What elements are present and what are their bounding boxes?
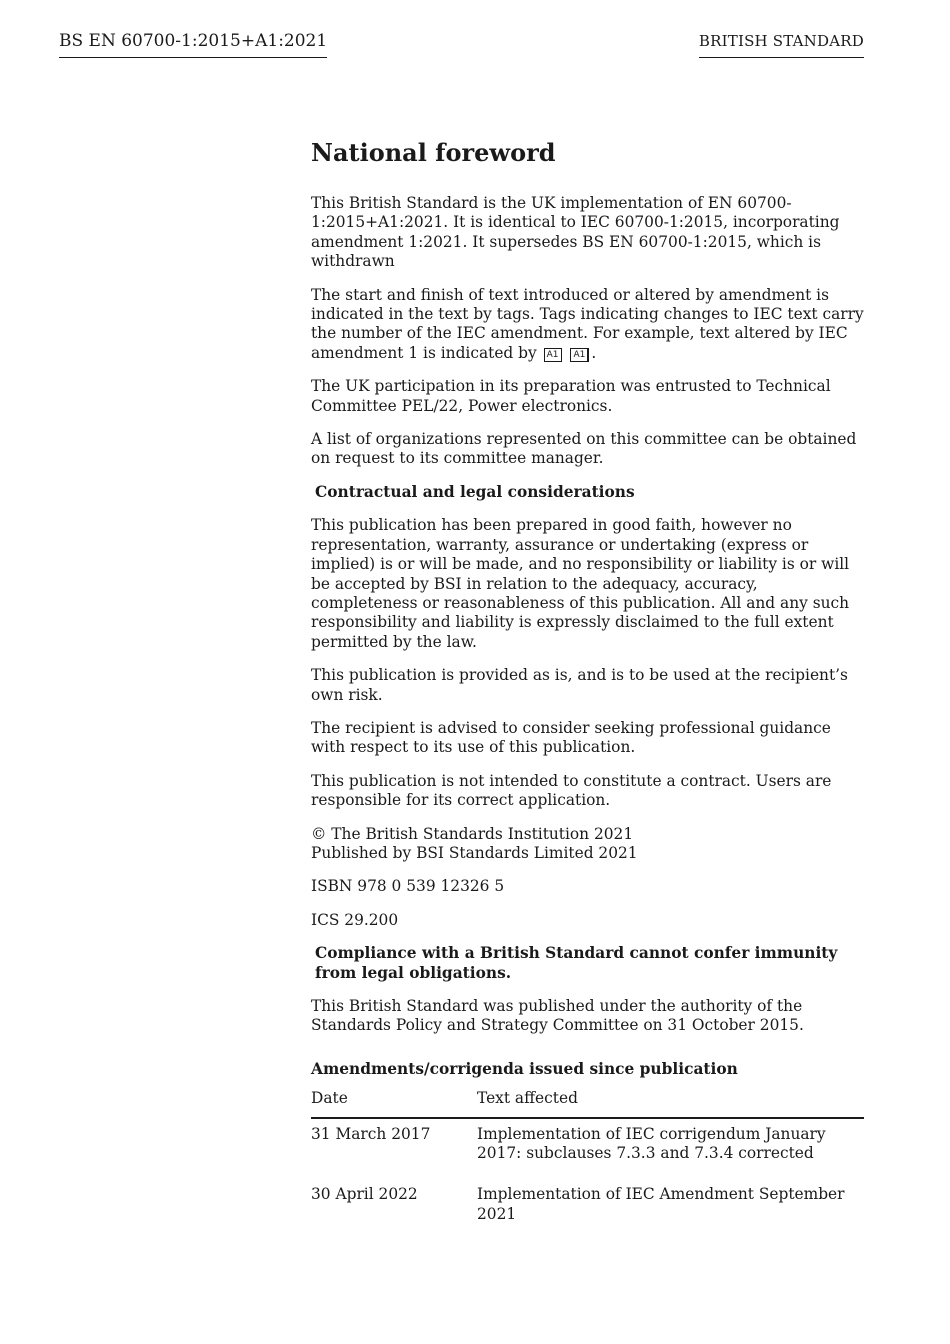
text-affected-column-header: Text affected: [477, 1089, 864, 1117]
amendment-date: 30 April 2022: [311, 1185, 418, 1204]
compliance-statement: Compliance with a British Standard cannot confer immunity from legal obligations.: [315, 944, 838, 982]
authority-paragraph: This British Standard was published under the authority of the Standards Policy and Strategy Committee on 31 October 2015.: [311, 997, 804, 1035]
implementation-paragraph: This British Standard is the UK implementation of EN 60700-1:2015+A1:2021. It is identical to IEC 60700-1:2015, incorporating amendment 1:2021. It supersedes BS EN 60700-1:2015, which is withdrawn: [311, 194, 840, 271]
amendments-table: [311, 1089, 864, 1240]
page-title: National foreword: [311, 138, 556, 167]
table-row: [311, 1179, 864, 1240]
document-id: BS EN 60700-1:2015+A1:2021: [59, 30, 327, 58]
amendment-start-tag-icon: A1: [544, 348, 562, 362]
organizations-paragraph: A list of organizations represented on this committee can be obtained on request to its committee manager.: [311, 430, 857, 468]
amendments-title: Amendments/corrigenda issued since publication: [311, 1059, 738, 1078]
risk-paragraph: This publication is provided as is, and is to be used at the recipient’s own risk.: [311, 666, 848, 704]
amendment-tags-text: The start and finish of text introduced or altered by amendment is indicated in the text by tags. Tags indicating changes to IEC text carry the number of the IEC amendment. For example, text altered by IEC amendment 1 is indicated by: [311, 285, 864, 362]
amendment-tags-period: .: [591, 343, 597, 362]
amendment-text: Implementation of IEC Amendment September 2021: [477, 1185, 845, 1223]
good-faith-paragraph: This publication has been prepared in good faith, however no representation, warranty, assurance or undertaking (express or implied) is or will be made, and no responsibility or liability is or will be accepted by BSI in relation to the adequacy, accuracy, completeness or reasonableness of this publication. All and any such responsibility and liability is expressly disclaimed to the full extent permitted by the law.: [311, 516, 850, 651]
publisher-line: Published by BSI Standards Limited 2021: [311, 843, 638, 862]
isbn: ISBN 978 0 539 12326 5: [311, 877, 505, 896]
main-content: [311, 136, 867, 1240]
amendment-date: 31 March 2017: [311, 1124, 431, 1143]
date-column-header: Date: [311, 1089, 477, 1117]
amendment-tags-paragraph: [311, 286, 867, 364]
copyright-block: [311, 825, 867, 864]
table-row: [311, 1118, 864, 1180]
copyright-line: © The British Standards Institution 2021: [311, 824, 634, 843]
contractual-heading: Contractual and legal considerations: [315, 482, 635, 501]
committee-paragraph: The UK participation in its preparation was entrusted to Technical Committee PEL/22, Power electronics.: [311, 377, 831, 415]
table-header-row: [311, 1089, 864, 1117]
guidance-paragraph: The recipient is advised to consider seeking professional guidance with respect to its use of this publication.: [311, 718, 831, 757]
document-type: BRITISH STANDARD: [699, 31, 864, 58]
amendment-end-tag-icon: A1: [570, 348, 589, 362]
ics-code: ICS 29.200: [311, 910, 399, 929]
contract-paragraph: This publication is not intended to constitute a contract. Users are responsible for its correct application.: [311, 771, 832, 810]
amendment-text: Implementation of IEC corrigendum January 2017: subclauses 7.3.3 and 7.3.4 corrected: [477, 1124, 826, 1163]
